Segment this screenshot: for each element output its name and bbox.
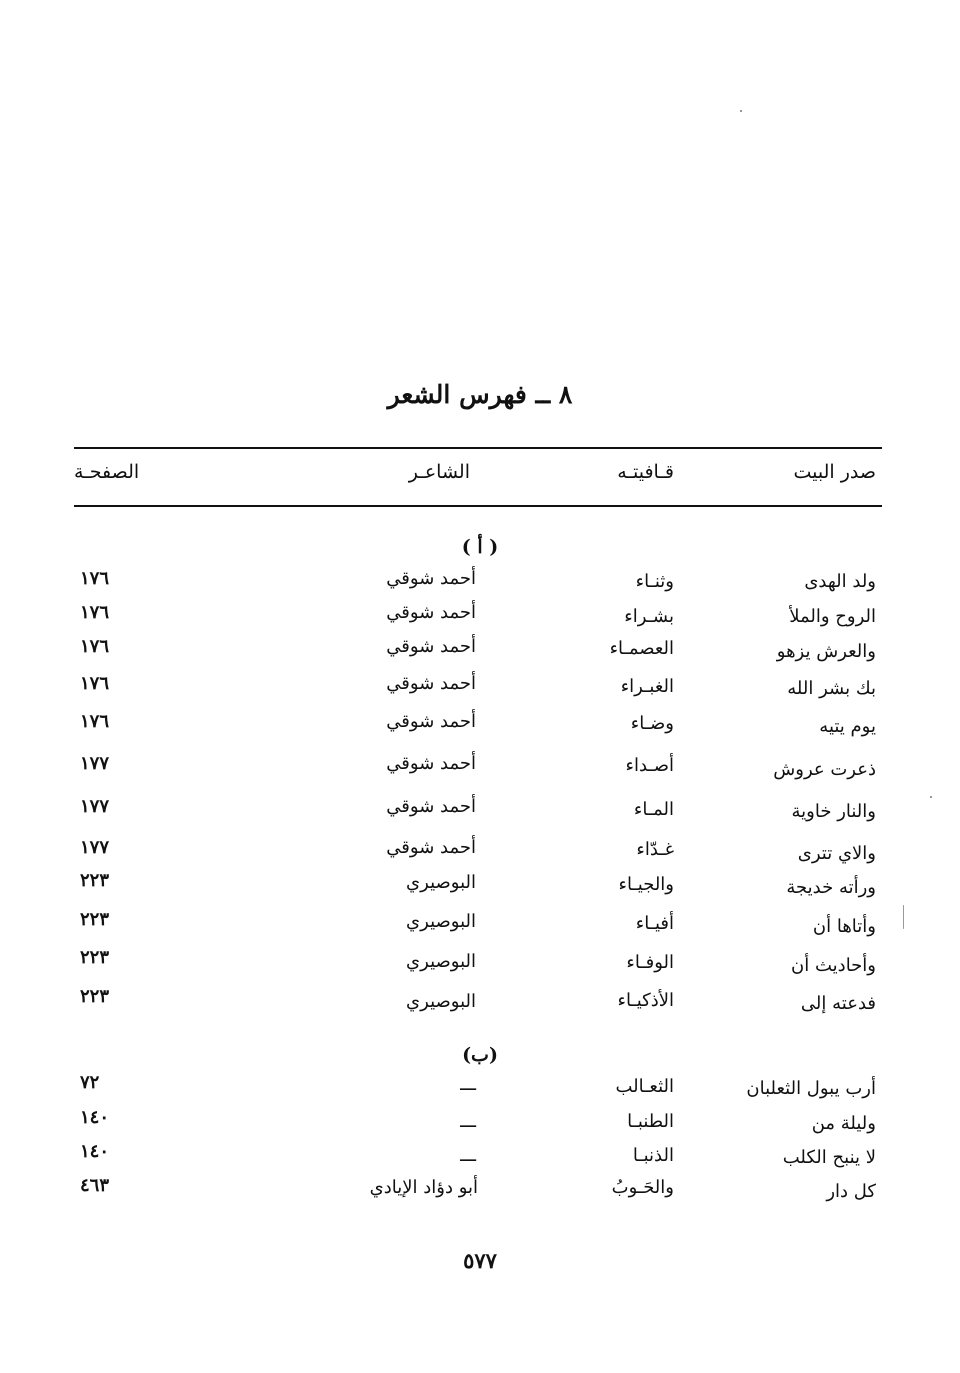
- rhyme-cell: والجيـاء: [618, 874, 674, 895]
- poet-cell: ـــ: [460, 1145, 476, 1166]
- poet-cell: أحمد شوقي: [386, 602, 476, 623]
- rhyme-cell: الغبـراء: [620, 676, 674, 697]
- verse-cell: لا ينبح الكلب: [782, 1147, 876, 1168]
- page-cell: ٤٦٣: [80, 1175, 110, 1196]
- rhyme-cell: المـاء: [633, 799, 674, 820]
- poet-cell: أحمد شوقي: [386, 711, 476, 732]
- poet-cell: أحمد شوقي: [386, 837, 476, 858]
- page-cell: ١٧٧: [80, 837, 110, 858]
- page-cell: ١٧٦: [80, 602, 110, 623]
- poet-cell: أحمد شوقي: [386, 753, 476, 774]
- poet-cell: ـــ: [460, 1111, 476, 1132]
- poet-cell: ـــ: [460, 1074, 476, 1095]
- poet-cell: أحمد شوقي: [386, 636, 476, 657]
- page-cell: ١٧٧: [80, 753, 110, 774]
- page-cell: ١٧٦: [80, 568, 110, 589]
- rhyme-cell: وثنـاء: [635, 571, 674, 592]
- section-letter: (ب): [462, 1044, 498, 1066]
- header-poet: الشاعـر: [408, 461, 470, 483]
- header-rhyme: قـافيتـه: [617, 461, 674, 483]
- header-verse: صدر البيت: [793, 461, 876, 483]
- rhyme-cell: الذنبـا: [632, 1145, 674, 1166]
- rhyme-cell: العصمـاء: [609, 638, 674, 659]
- verse-cell: يوم يتيه: [819, 716, 876, 737]
- verse-cell: وأتاها أن: [812, 916, 876, 937]
- scan-speck: [740, 110, 742, 112]
- verse-cell: الروح والملأ: [789, 606, 876, 627]
- page-cell: ٧٢: [80, 1072, 100, 1093]
- poet-cell: أبو دؤاد الإيادي: [369, 1177, 478, 1198]
- rhyme-cell: الوفـاء: [626, 952, 674, 973]
- rhyme-cell: الأذكيـاء: [617, 990, 674, 1011]
- rhyme-cell: أصـداء: [625, 755, 674, 776]
- rhyme-cell: الثعـالب: [615, 1076, 674, 1097]
- verse-cell: ولد الهدى: [804, 571, 876, 592]
- page-cell: ٢٢٣: [80, 947, 110, 968]
- page-number: ٥٧٧: [463, 1248, 497, 1273]
- index-title: ٨ ــ فهرس الشعر: [387, 380, 573, 409]
- verse-cell: والاي تترى: [797, 843, 876, 864]
- poet-cell: البوصيري: [406, 872, 476, 893]
- verse-cell: وليلة من: [811, 1113, 876, 1134]
- header-top-rule: [74, 447, 882, 449]
- page-cell: ١٤٠: [80, 1141, 110, 1162]
- poet-cell: أحمد شوقي: [386, 796, 476, 817]
- rhyme-cell: غـدّاء: [636, 839, 674, 860]
- page-cell: ٢٢٣: [80, 986, 110, 1007]
- scan-speck: [930, 796, 932, 798]
- verse-cell: كل دار: [826, 1181, 876, 1202]
- rhyme-cell: وضـاء: [630, 713, 674, 734]
- page-cell: ٢٢٣: [80, 870, 110, 891]
- page-cell: ١٤٠: [80, 1107, 110, 1128]
- header-page: الصفحـة: [74, 461, 140, 483]
- page-cell: ١٧٦: [80, 673, 110, 694]
- verse-cell: والعرش يزهو: [776, 641, 876, 662]
- page-cell: ١٧٦: [80, 711, 110, 732]
- verse-cell: ذعرت عروش: [773, 759, 876, 780]
- poet-cell: البوصيري: [406, 911, 476, 932]
- rhyme-cell: الطنبـا: [627, 1111, 674, 1132]
- poet-cell: البوصيري: [406, 951, 476, 972]
- rhyme-cell: بشـراء: [624, 606, 674, 627]
- page-cell: ٢٢٣: [80, 909, 110, 930]
- rhyme-cell: أفيـاء: [635, 913, 674, 934]
- page-cell: ١٧٧: [80, 796, 110, 817]
- verse-cell: والنار خاوية: [791, 801, 876, 822]
- poet-cell: أحمد شوقي: [386, 673, 476, 694]
- scan-speck: [903, 905, 904, 929]
- poet-cell: أحمد شوقي: [386, 568, 476, 589]
- verse-cell: وأحاديث أن: [791, 955, 876, 976]
- rhyme-cell: والحَـوبُ: [611, 1177, 674, 1198]
- verse-cell: بك بشر الله: [787, 678, 876, 699]
- page-cell: ١٧٦: [80, 636, 110, 657]
- poet-cell: البوصيري: [406, 991, 476, 1012]
- verse-cell: فدعته إلى: [800, 993, 876, 1014]
- verse-cell: ورأته خديجة: [786, 877, 876, 898]
- header-bottom-rule: [74, 505, 882, 507]
- section-letter: ( أ ): [461, 536, 499, 558]
- verse-cell: أرب يبول الثعلبان: [746, 1078, 876, 1099]
